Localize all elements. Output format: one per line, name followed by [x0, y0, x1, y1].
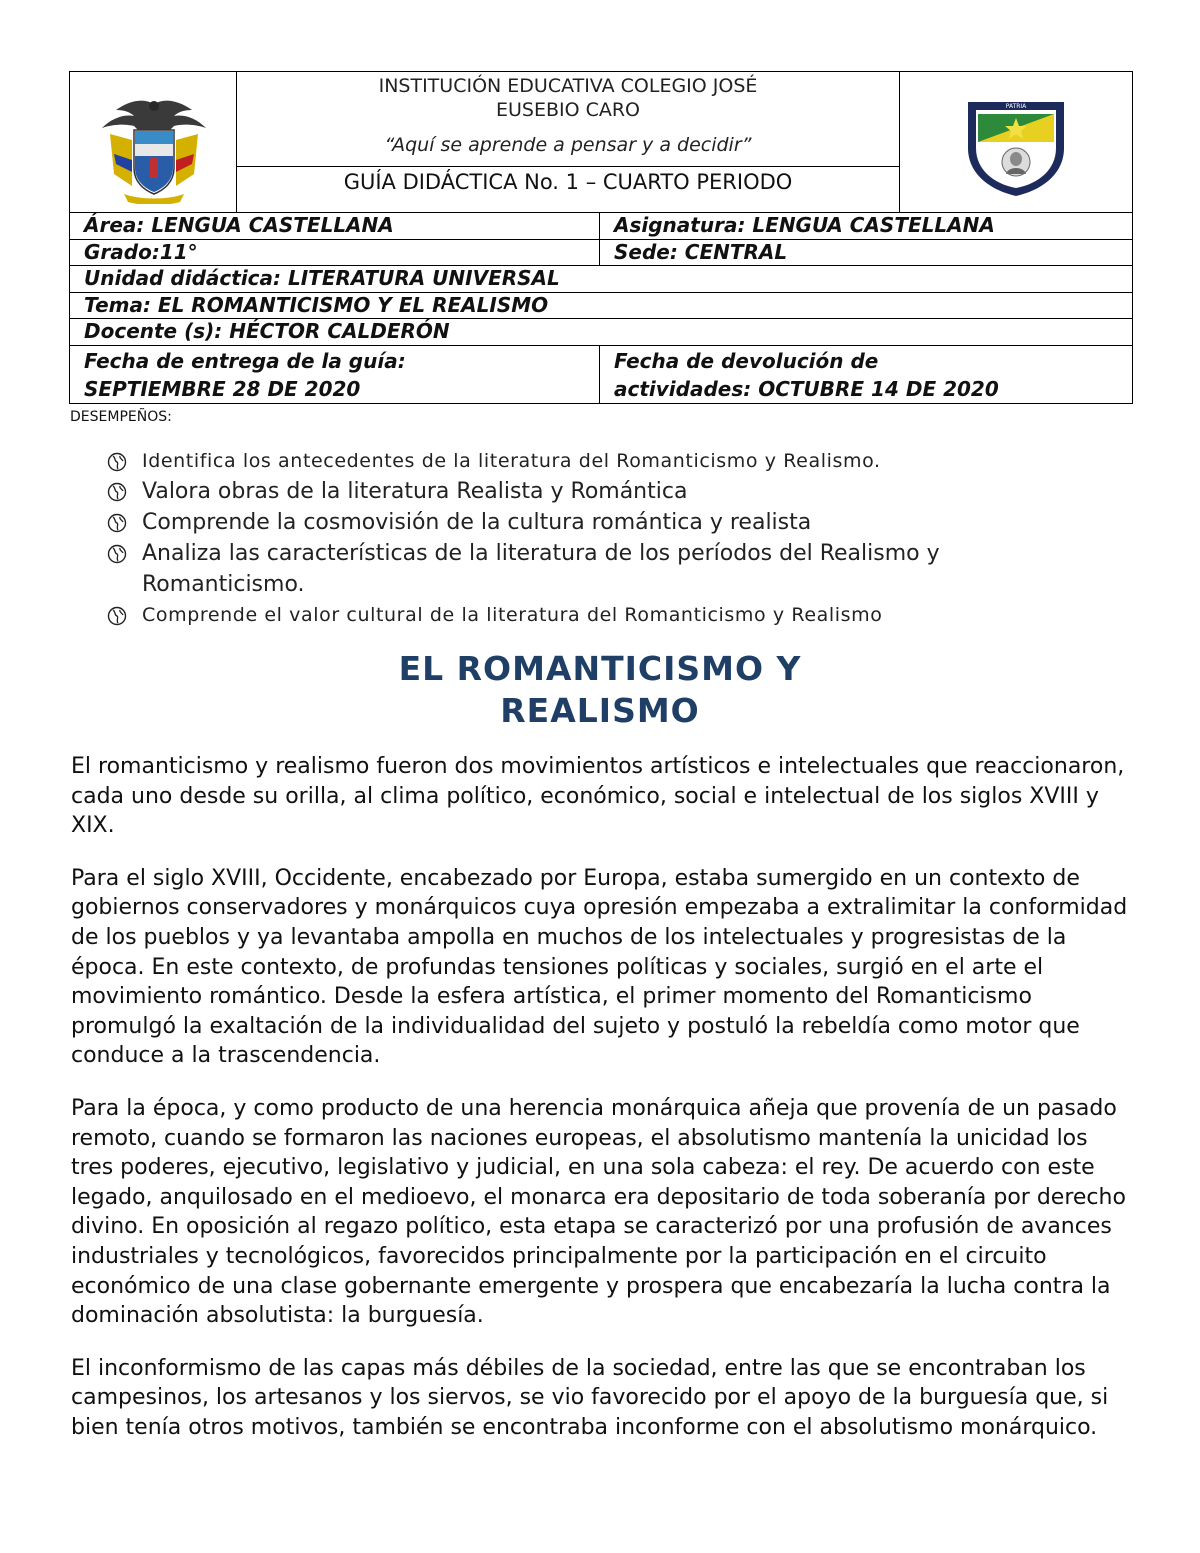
fecha-devolucion-value: actividades: OCTUBRE 14 DE 2020: [614, 376, 999, 401]
desempenos-list: [104, 448, 1064, 628]
info-row-grado: [70, 239, 1133, 266]
unidad-cell: Unidad didáctica: LITERATURA UNIVERSAL: [70, 266, 1133, 293]
tema-cell: Tema: EL ROMANTICISMO Y EL REALISMO: [70, 292, 1133, 319]
info-table: [69, 212, 1133, 404]
body-paragraph: Para el siglo XVIII, Occidente, encabezado por Europa, estaba sumergido en un contexto de gobiernos conservadores y monárquicos cuya opresión empezaba a extralimitar la conformidad de los pueblos y ya levantaba ampolla en muchos de los intelectuales y progresistas de la época. En este contexto, de profundas tensiones políticas y sociales, surgió en el arte el movimiento romántico. Desde la esfera artística, el primer momento del Romanticismo promulgó la exaltación de la individualidad del sujeto y postuló la rebeldía como motor que conduce a la trascendencia.: [71, 865, 1128, 1069]
fecha-devolucion-cell: [600, 345, 1133, 403]
desempenos-label: DESEMPEÑOS:: [70, 409, 172, 425]
institution-line-1: INSTITUCIÓN EDUCATIVA COLEGIO JOSÉ: [378, 75, 758, 97]
desempeno-text: Comprende el valor cultural de la literatura del Romanticismo y Realismo: [142, 604, 883, 626]
grado-cell: Grado:11°: [70, 239, 600, 266]
globe-icon: [107, 482, 127, 502]
institution-line-2: EUSEBIO CARO: [495, 99, 641, 121]
desempeno-text: Valora obras de la literatura Realista y Romántica: [142, 479, 688, 504]
colombia-coat-of-arms-icon: [94, 94, 214, 204]
desempeno-item: [104, 476, 1064, 507]
main-title-line-2: REALISMO: [500, 691, 700, 730]
desempeno-item: [104, 538, 1064, 600]
desempeno-text: Identifica los antecedentes de la literatura del Romanticismo y Realismo.: [142, 450, 881, 472]
desempeno-text: Analiza las características de la literatura de los períodos del Realismo y Romanticismo.: [142, 541, 940, 597]
globe-icon: [107, 606, 127, 626]
school-shield-icon: [964, 98, 1068, 198]
header-table: [69, 71, 1133, 213]
body-text: [71, 752, 1131, 1465]
fecha-entrega-label: Fecha de entrega de la guía:: [84, 348, 406, 373]
desempeno-item: [104, 602, 1064, 628]
desempeno-text: Comprende la cosmovisión de la cultura romántica y realista: [142, 510, 812, 535]
desempeno-item: [104, 448, 1064, 474]
info-row-tema: [70, 292, 1133, 319]
left-logo-cell: [70, 72, 237, 212]
body-paragraph: El inconformismo de las capas más débiles de la sociedad, entre las que se encontraban los campesinos, los artesanos y los siervos, se vio favorecido por el apoyo de la burguesía que, si bien tenía otros motivos, también se encontraba inconforme con el absolutismo monárquico.: [71, 1355, 1109, 1440]
asignatura-cell: Asignatura: LENGUA CASTELLANA: [600, 213, 1133, 240]
globe-icon: [107, 452, 127, 472]
main-title-line-1: EL ROMANTICISMO Y: [398, 649, 802, 688]
shield-text: PATRIA: [1005, 103, 1027, 110]
globe-icon: [107, 513, 127, 533]
body-paragraph: Para la época, y como producto de una herencia monárquica añeja que provenía de un pasado remoto, cuando se formaron las naciones europeas, el absolutismo mantenía la unicidad los tres poderes, ejecutivo, legislativo y judicial, en una sola cabeza: el rey. De acuerdo con este legado, anquilosado en el medioevo, el monarca era depositario de toda soberanía por derecho divino. En oposición al regazo político, esta etapa se caracterizó por una profusión de avances industriales y tecnológicos, favorecidos principalmente por la participación en el circuito económico de una clase gobernante emergente y prospera que encabezaría la lucha contra la dominación absolutista: la burguesía.: [71, 1095, 1126, 1329]
body-paragraph: El romanticismo y realismo fueron dos movimientos artísticos e intelectuales que reaccionaron, cada uno desde su orilla, al clima político, económico, social e intelectual de los siglos XVIII y XIX.: [71, 754, 1125, 839]
right-logo-cell: [899, 72, 1132, 212]
fecha-entrega-value: SEPTIEMBRE 28 DE 2020: [84, 376, 361, 401]
fecha-entrega-cell: [70, 345, 600, 403]
fecha-devolucion-label: Fecha de devolución de: [614, 348, 879, 373]
institution-name: [237, 74, 899, 122]
header-center-cell: [237, 72, 899, 212]
motto: “Aquí se aprende a pensar y a decidir”: [384, 134, 752, 156]
docente-cell: Docente (s): HÉCTOR CALDERÓN: [70, 319, 1133, 346]
sede-cell: Sede: CENTRAL: [600, 239, 1133, 266]
globe-icon: [107, 544, 127, 564]
desempeno-item: [104, 507, 1064, 538]
info-row-fechas: [70, 345, 1133, 403]
area-cell: Área: LENGUA CASTELLANA: [70, 213, 600, 240]
info-row-unidad: [70, 266, 1133, 293]
info-row-docente: [70, 319, 1133, 346]
info-row-area: [70, 213, 1133, 240]
guide-title: GUÍA DIDÁCTICA No. 1 – CUARTO PERIODO: [237, 166, 899, 215]
main-title: [0, 648, 1200, 732]
